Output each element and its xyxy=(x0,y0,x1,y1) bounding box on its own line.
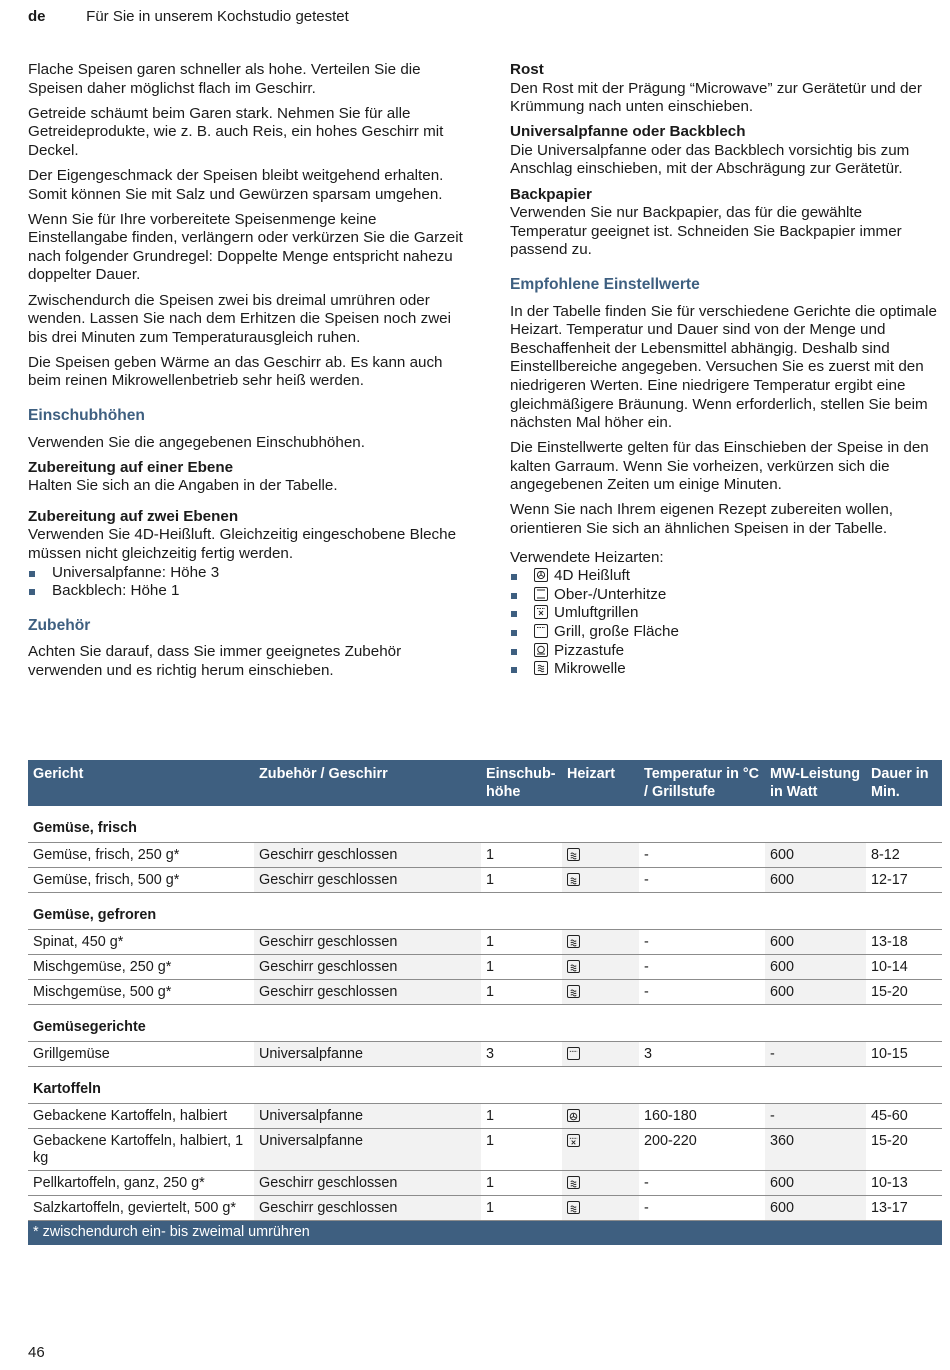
language-code: de xyxy=(28,8,46,25)
table-cell-hoehe: 1 xyxy=(481,980,562,1005)
paragraph: Der Eigengeschmack der Speisen bleibt weitgehend erhalten. Somit können Sie mit Salz und Gewürzen sparsam umgehen. xyxy=(28,166,444,203)
table-cell-mw: 600 xyxy=(765,930,866,955)
table-cell-hoehe: 1 xyxy=(481,1171,562,1196)
microwave-icon xyxy=(567,1201,580,1214)
table-footnote-row xyxy=(28,1221,942,1246)
table-cell-mw: 600 xyxy=(765,980,866,1005)
heizart-cell xyxy=(562,1042,639,1067)
paragraph: Zwischendurch die Speisen zwei bis dreimal umrühren oder wenden. Lassen Sie nach dem Erhitzen die Speisen noch zwei bis drei Minuten zum Temperaturausgleich ruhen. xyxy=(28,291,451,346)
table-cell-temp: - xyxy=(639,980,765,1005)
table-cell-zubehoer: Universalpfanne xyxy=(254,1042,481,1067)
table-row xyxy=(28,868,942,893)
table-row xyxy=(28,1171,942,1196)
top-bottom-heat-icon xyxy=(534,587,548,601)
heizart-label: 4D Heißluft xyxy=(554,567,630,585)
table-cell-mw: 600 xyxy=(765,955,866,980)
subsection-text: Verwenden Sie 4D-Heißluft. Gleichzeitig eingeschobene Bleche müssen nicht gleichzeitig fertig werden. xyxy=(28,526,457,563)
table-cell-dauer: 12-17 xyxy=(866,868,942,893)
table-cell-mw: 600 xyxy=(765,843,866,868)
heizart-label: Grill, große Fläche xyxy=(554,623,679,641)
paragraph: Flache Speisen garen schneller als hohe. Verteilen Sie die Speisen daher möglichst flach im Geschirr. xyxy=(28,61,421,97)
heizart-item xyxy=(510,660,940,679)
fan-4d-icon xyxy=(534,568,548,582)
settings-table xyxy=(28,760,942,1245)
table-cell-gericht: Gebackene Kartoffeln, halbiert xyxy=(28,1104,254,1129)
heizart-cell xyxy=(562,868,639,893)
list-item: Universalpfanne: Höhe 3 xyxy=(28,564,468,583)
table-cell-temp: - xyxy=(639,843,765,868)
table-cell-gericht: Pellkartoffeln, ganz, 250 g* xyxy=(28,1171,254,1196)
right-column xyxy=(510,61,940,679)
table-cell-dauer: 8-12 xyxy=(866,843,942,868)
group-title: Gemüse, gefroren xyxy=(28,893,942,930)
table-row xyxy=(28,1129,942,1171)
paragraph: Verwenden Sie die angegebenen Einschubhöhen. xyxy=(28,433,365,451)
table-row xyxy=(28,955,942,980)
table-cell-zubehoer: Geschirr geschlossen xyxy=(254,868,481,893)
table-cell-mw: 600 xyxy=(765,1171,866,1196)
table-cell-dauer: 10-13 xyxy=(866,1171,942,1196)
fan-grill-icon xyxy=(567,1134,580,1147)
fan-grill-icon xyxy=(534,605,548,619)
table-group-row xyxy=(28,806,942,843)
table-cell-hoehe: 1 xyxy=(481,1196,562,1221)
heizart-cell xyxy=(562,980,639,1005)
heizarten-label: Verwendete Heizarten: xyxy=(510,548,664,566)
pizza-setting-icon xyxy=(534,643,548,657)
bullet-list xyxy=(28,564,468,601)
table-cell-hoehe: 1 xyxy=(481,955,562,980)
paragraph: Die Speisen geben Wärme an das Geschirr ab. Es kann auch beim reinen Mikrowellenbetrieb sehr heiß werden. xyxy=(28,353,443,390)
table-cell-gericht: Gebackene Kartoffeln, halbiert, 1 kg xyxy=(28,1129,254,1171)
section-heading-einschubhoehen: Einschubhöhen xyxy=(28,407,145,424)
subsection-title: Zubereitung auf einer Ebene xyxy=(28,458,234,476)
group-title: Kartoffeln xyxy=(28,1067,942,1104)
table-cell-zubehoer: Geschirr geschlossen xyxy=(254,843,481,868)
paragraph: Wenn Sie nach Ihrem eigenen Rezept zubereiten wollen, orientieren Sie sich an ähnlichen Speisen in der Tabelle. xyxy=(510,501,894,538)
table-cell-temp: - xyxy=(639,1196,765,1221)
table-cell-temp: - xyxy=(639,868,765,893)
heizart-cell xyxy=(562,955,639,980)
list-item: Backblech: Höhe 1 xyxy=(28,582,468,601)
table-cell-dauer: 45-60 xyxy=(866,1104,942,1129)
paragraph: Wenn Sie für Ihre vorbereitete Speisenmenge keine Einstellangabe finden, verlängern oder verkürzen Sie die Garzeit nach folgender Grundregel: Doppelte Menge entspricht nahezu doppelter Dauer. xyxy=(28,210,463,284)
section-heading-einstellwerte: Empfohlene Einstellwerte xyxy=(510,275,700,293)
column-header: Temperatur in °C / Grillstufe xyxy=(639,760,765,806)
table-cell-temp: - xyxy=(639,930,765,955)
table-cell-dauer: 13-18 xyxy=(866,930,942,955)
table-cell-zubehoer: Universalpfanne xyxy=(254,1104,481,1129)
page-header xyxy=(28,8,349,25)
table-cell-mw: - xyxy=(765,1042,866,1067)
heizart-item xyxy=(510,586,940,605)
subsection-title: Universalpfanne oder Backblech xyxy=(510,123,746,141)
microwave-icon xyxy=(534,661,548,675)
paragraph: Getreide schäumt beim Garen stark. Nehmen Sie für alle Getreideprodukte, wie z. B. auch Reis, ein hohes Geschirr mit Deckel. xyxy=(28,104,444,159)
table-cell-hoehe: 1 xyxy=(481,930,562,955)
table-cell-hoehe: 1 xyxy=(481,1129,562,1171)
column-header: Gericht xyxy=(28,760,254,806)
paragraph: Die Einstellwerte gelten für das Einschieben der Speise in den kalten Garraum. Wenn Sie vorheizen, verkürzen sich die angegebenen Zeiten um einige Minuten. xyxy=(510,439,929,494)
left-column xyxy=(28,61,468,687)
table-cell-gericht: Mischgemüse, 500 g* xyxy=(28,980,254,1005)
paragraph: Achten Sie darauf, dass Sie immer geeignetes Zubehör verwenden und es richtig herum einschieben. xyxy=(28,643,402,680)
table-row xyxy=(28,930,942,955)
table-cell-temp: 160-180 xyxy=(639,1104,765,1129)
paragraph: In der Tabelle finden Sie für verschiedene Gerichte die optimale Heizart. Temperatur und Dauer sind von der Menge und Beschaffenheit der Lebensmittel abhängig. Deshalb sind Einstellbereiche angegeben. Versuchen Sie es zuerst mit den niedrigeren Werten. Eine niedrigere Temperatur ergibt eine gleichmäßigere Bräunung. Wenn erforderlich, stellen Sie beim nächsten Mal höher ein. xyxy=(510,302,937,432)
heizart-cell xyxy=(562,1104,639,1129)
heizart-label: Ober-/Unterhitze xyxy=(554,585,667,603)
subsection-one-level xyxy=(28,459,468,496)
heizart-cell xyxy=(562,1129,639,1171)
table-row xyxy=(28,980,942,1005)
microwave-icon xyxy=(567,985,580,998)
subsection-title: Zubereitung auf zwei Ebenen xyxy=(28,507,239,525)
heizart-label: Mikrowelle xyxy=(554,660,626,678)
subsection-text: Halten Sie sich an die Angaben in der Tabelle. xyxy=(28,477,338,495)
table-cell-zubehoer: Geschirr geschlossen xyxy=(254,1196,481,1221)
table-row xyxy=(28,843,942,868)
table-cell-zubehoer: Universalpfanne xyxy=(254,1129,481,1171)
pfanne-section xyxy=(510,123,940,179)
table-body xyxy=(28,806,942,1245)
backpapier-section xyxy=(510,186,940,260)
table-cell-temp: - xyxy=(639,1171,765,1196)
table-cell-mw: - xyxy=(765,1104,866,1129)
table-row xyxy=(28,1104,942,1129)
table-cell-temp: 200-220 xyxy=(639,1129,765,1171)
heizart-cell xyxy=(562,843,639,868)
heizarten-list xyxy=(510,567,940,679)
heizart-cell xyxy=(562,1196,639,1221)
table-cell-zubehoer: Geschirr geschlossen xyxy=(254,955,481,980)
table-cell-gericht: Salzkartoffeln, geviertelt, 500 g* xyxy=(28,1196,254,1221)
heizart-label: Pizzastufe xyxy=(554,641,625,659)
table-row xyxy=(28,1042,942,1067)
table-cell-dauer: 15-20 xyxy=(866,1129,942,1171)
fan-4d-icon xyxy=(567,1109,580,1122)
microwave-icon xyxy=(567,960,580,973)
heizart-item xyxy=(510,623,940,642)
table-group-row xyxy=(28,1067,942,1104)
table-row xyxy=(28,1196,942,1221)
column-header: Heizart xyxy=(562,760,639,806)
table-cell-hoehe: 1 xyxy=(481,843,562,868)
table-cell-gericht: Gemüse, frisch, 250 g* xyxy=(28,843,254,868)
table-cell-hoehe: 1 xyxy=(481,868,562,893)
table-cell-dauer: 10-14 xyxy=(866,955,942,980)
column-header: Dauer in Min. xyxy=(866,760,942,806)
heizart-cell xyxy=(562,930,639,955)
table-cell-gericht: Spinat, 450 g* xyxy=(28,930,254,955)
microwave-icon xyxy=(567,873,580,886)
table-footnote: * zwischendurch ein- bis zweimal umrühren xyxy=(28,1221,942,1246)
table-cell-zubehoer: Geschirr geschlossen xyxy=(254,1171,481,1196)
subsection-text: Die Universalpfanne oder das Backblech vorsichtig bis zum Anschlag einschieben, mit der Abschrägung zur Gerätetür. xyxy=(510,141,910,178)
subsection-text: Verwenden Sie nur Backpapier, das für die gewählte Temperatur geeignet ist. Schneiden Sie Backpapier immer passend zu. xyxy=(510,204,902,259)
table-cell-zubehoer: Geschirr geschlossen xyxy=(254,980,481,1005)
heizart-item xyxy=(510,604,940,623)
grill-large-icon xyxy=(534,624,548,638)
column-header: Zubehör / Geschirr xyxy=(254,760,481,806)
table-cell-dauer: 13-17 xyxy=(866,1196,942,1221)
table-cell-mw: 360 xyxy=(765,1129,866,1171)
chapter-title: Für Sie in unserem Kochstudio getestet xyxy=(86,8,349,25)
table-cell-mw: 600 xyxy=(765,1196,866,1221)
heizart-label: Umluftgrillen xyxy=(554,604,639,622)
page-number: 46 xyxy=(28,1344,45,1361)
heizart-cell xyxy=(562,1171,639,1196)
column-header: MW-Leistung in Watt xyxy=(765,760,866,806)
subsection-text: Den Rost mit der Prägung “Microwave” zur Gerätetür und der Krümmung nach unten einschieben. xyxy=(510,79,922,116)
column-header: Einschub-höhe xyxy=(481,760,562,806)
group-title: Gemüse, frisch xyxy=(28,806,942,843)
table-cell-hoehe: 1 xyxy=(481,1104,562,1129)
rost-section xyxy=(510,61,940,117)
table-cell-temp: - xyxy=(639,955,765,980)
subsection-two-levels xyxy=(28,508,468,601)
table-cell-dauer: 10-15 xyxy=(866,1042,942,1067)
heizart-item xyxy=(510,642,940,661)
heizart-item xyxy=(510,567,940,586)
microwave-icon xyxy=(567,935,580,948)
table-cell-zubehoer: Geschirr geschlossen xyxy=(254,930,481,955)
table-cell-mw: 600 xyxy=(765,868,866,893)
section-heading-zubehoer: Zubehör xyxy=(28,616,91,634)
grill-large-icon xyxy=(567,1047,580,1060)
table-header-row xyxy=(28,760,942,806)
table-cell-hoehe: 3 xyxy=(481,1042,562,1067)
table-cell-temp: 3 xyxy=(639,1042,765,1067)
table-group-row xyxy=(28,893,942,930)
table-cell-gericht: Grillgemüse xyxy=(28,1042,254,1067)
group-title: Gemüsegerichte xyxy=(28,1005,942,1042)
table-group-row xyxy=(28,1005,942,1042)
table-cell-gericht: Gemüse, frisch, 500 g* xyxy=(28,868,254,893)
subsection-title: Rost xyxy=(510,61,544,78)
table-cell-dauer: 15-20 xyxy=(866,980,942,1005)
subsection-title: Backpapier xyxy=(510,185,592,203)
microwave-icon xyxy=(567,848,580,861)
microwave-icon xyxy=(567,1176,580,1189)
table-cell-gericht: Mischgemüse, 250 g* xyxy=(28,955,254,980)
